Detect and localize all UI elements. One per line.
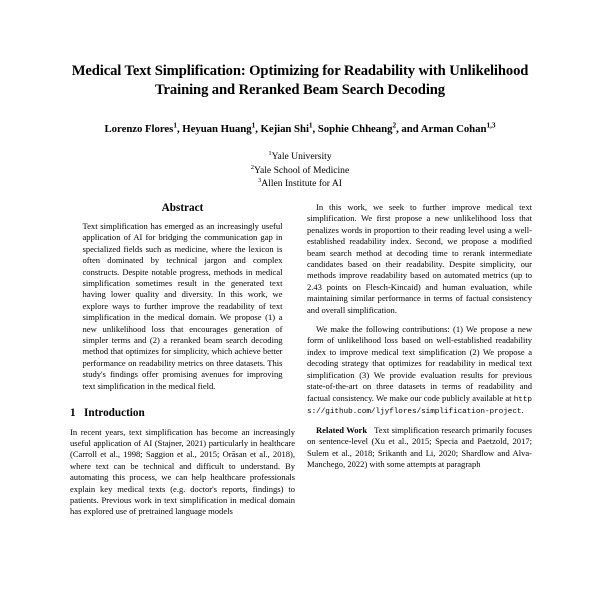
author-entry (104, 120, 177, 135)
affiliation-name: Yale School of Medicine (254, 164, 350, 176)
affiliation-item (66, 177, 534, 191)
contributions-text-end: . (521, 404, 524, 415)
author-affiliation-marker: 1 (308, 120, 313, 130)
author-entry (420, 120, 496, 135)
introduction-paragraph: In recent years, text simplification has become an increasingly useful application of AI (Stajner, 2021) particularly in healthcare (Carroll et al., 1998; Saggion et al., 2015; Orăsan et al., 2018), where text can be technical and difficult to understand. By automating this process, we can help healthcare professionals explain key medical texts (e.g. doctor's reports, findings) to patients. Previous work in text simplification in medical domain has explored use of pretrained language models (70, 426, 295, 517)
author-name: Arman Cohan (420, 122, 487, 135)
abstract-text: Text simplification has emerged as an increasingly useful application of AI for bridging the communication gap in specialized fields such as medicine, where the lexicon is often dominated by technical jargon and complex constructs. Despite notable progress, methods in medical simplification sometimes result in the generated text having lower quality and diversity. In this work, we explore ways to further improve the readability of text simplification in the medical domain. We propose (1) a new unlikelihood loss that encourages generation of simpler terms and (2) a reranked beam search decoding method that optimizes for simplicity, which achieve better performance on readability metrics on three datasets. This study's findings offer promising avenues for improving text simplification in the medical field. (82, 221, 283, 391)
abstract-heading: Abstract (161, 202, 204, 214)
title-block (0, 0, 600, 191)
left-column (70, 202, 295, 600)
affiliation-item (66, 164, 534, 178)
author-entry (182, 120, 256, 135)
author-separator: , and (396, 122, 421, 135)
affiliation-name: Yale University (271, 150, 332, 162)
author-name: Lorenzo Flores (104, 122, 174, 135)
page-title: Medical Text Simplification: Optimizing for Readability with Unlikelihood Training and Reranked Beam Search Decoding (71, 63, 529, 98)
author-list (66, 122, 534, 136)
author-affiliation-marker: 1 (251, 120, 256, 130)
author-affiliation-marker: 2 (392, 120, 397, 130)
author-entry (260, 120, 313, 135)
right-paragraph-2 (307, 324, 532, 417)
body-columns (0, 202, 600, 600)
code-url[interactable]: https://github.com/ljyflores/simplification-project (307, 395, 532, 416)
author-separator: , (176, 122, 183, 135)
abstract-block (83, 221, 283, 392)
right-column (307, 202, 532, 600)
affiliation-marker: 1 (268, 149, 272, 157)
section-number: 1 (70, 407, 76, 420)
author-affiliation-marker: 1 (173, 120, 177, 130)
affiliation-name: Allen Institute for AI (261, 178, 342, 190)
author-separator: , (255, 122, 261, 135)
author-separator: , (312, 122, 318, 135)
related-work-paragraph (307, 425, 532, 471)
section-title: Introduction (84, 407, 145, 420)
author-name: Heyuan Huang (182, 122, 252, 135)
related-work-text: Text simplification research primarily focuses on sentence-level (Xu et al., 2015; Specia and Paetzold, 2017; Sulem et al., 2018; Srikanth and Li, 2020; Shardlow and Alva-Manchego, 2022) with some attempts at paragraph (307, 425, 532, 470)
related-work-heading: Related Work (316, 425, 368, 436)
section-heading-introduction (70, 407, 295, 420)
affiliation-list (66, 150, 534, 191)
author-affiliation-marker: 1,3 (486, 120, 496, 130)
right-paragraph-1: In this work, we seek to further improve medical text simplification. We first propose a new unlikelihood loss that penalizes words in proportion to their reading level using a well-established readability index. Second, we propose a modified beam search method at decoding time to rerank intermediate candidates based on their readability. Despite simplicity, our methods improve readability based on automated metrics (up to 2.43 points on Flesch-Kincaid) and human evaluation, while maintaining similar performance in terms of factual consistency and overall simplification. (307, 202, 532, 315)
author-name: Kejian Shi (260, 122, 309, 135)
affiliation-marker: 3 (258, 177, 262, 184)
contributions-text: We make the following contributions: (1) We propose a new form of unlikelihood loss based on well-established readability index to improve medical text simplification (2) We propose a decoding strategy that optimizes for readability in medical text simplification (3) We provide evaluation results for previous state-of-the-art on three datasets in terms of readability and factual consistency. We make our code publicly available at (307, 324, 532, 403)
affiliation-item (66, 150, 534, 164)
author-entry (317, 120, 397, 135)
affiliation-marker: 2 (250, 163, 255, 171)
author-name: Sophie Chheang (317, 122, 393, 135)
